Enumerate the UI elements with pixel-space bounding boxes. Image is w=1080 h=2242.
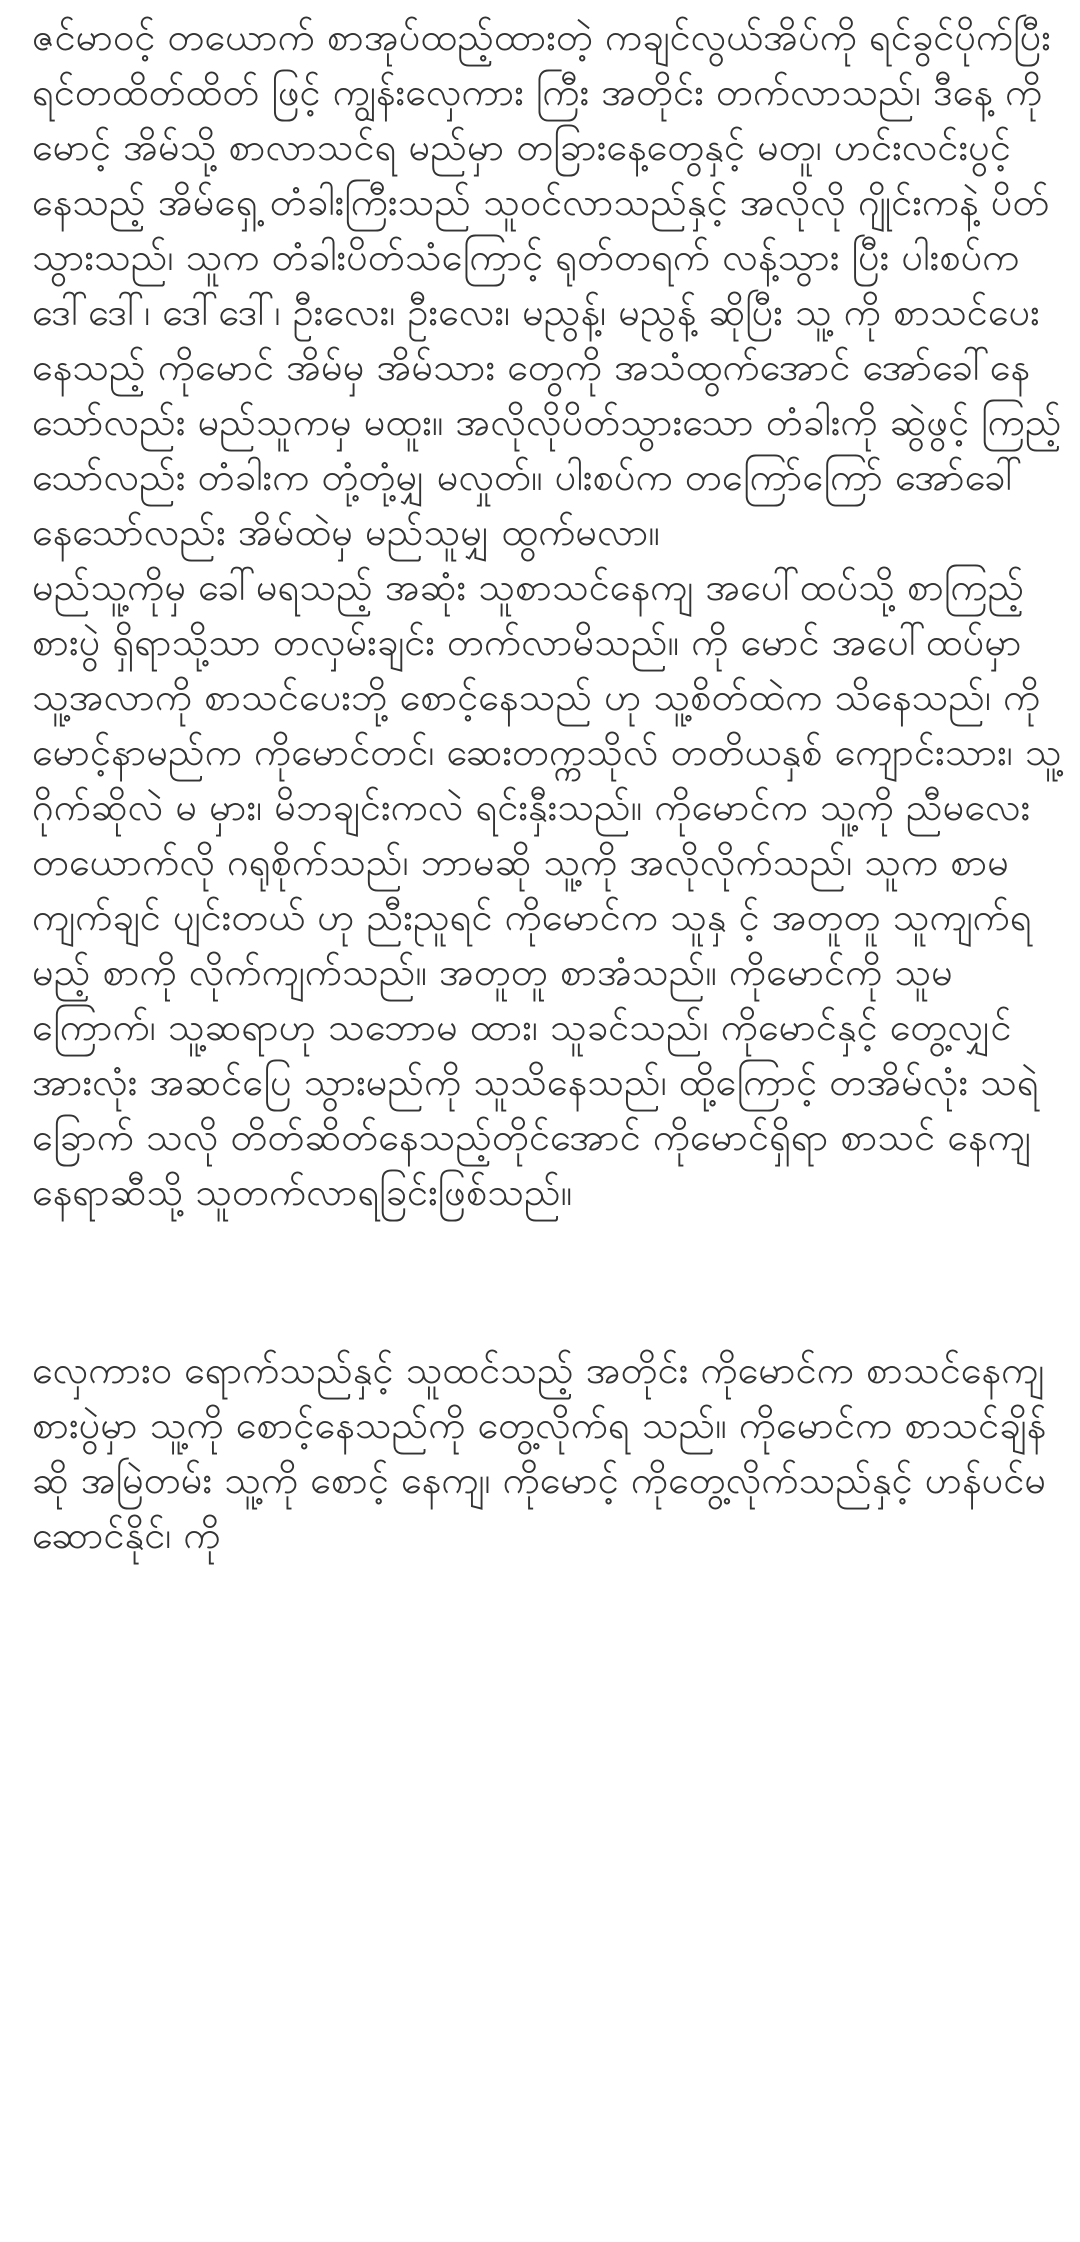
- article-body: [32, 10, 1062, 1563]
- article-paragraph-3: လှေကား၀ ရောက်သည်နှင့် သူထင်သည့် အတိုင်း ကိုမောင်က စာသင်နေကျ စားပွဲမှာ သူ့ကို စောင့်နေသည်ကို တွေ့လိုက်ရ သည်။ ကိုမောင်က စာသင်ချိန်ဆို အမြဲတမ်း သူ့ကို စောင့် နေကျ၊ ကိုမောင့် ကိုတွေ့လိုက်သည်နှင့် ဟန်ပင်မဆောင်နိုင်၊ ကို: [32, 1348, 1047, 1557]
- paragraph-spacer: [32, 1220, 1062, 1343]
- article-paragraph-1: ဇင်မာဝင့် တယောက် စာအုပ်ထည့်ထားတဲ့ ကချင်လွယ်အိပ်ကို ရင်ခွင်ပိုက်ပြီး ရင်တထိတ်ထိတ် ဖြင့် ကျွန်းလှေကား ကြီး အတိုင်း တက်လာသည်၊ ဒီနေ့ ကိုမောင့် အိမ်သို့ စာလာသင်ရ မည်မှာ တခြားနေ့တွေနှင့် မတူ၊ ဟင်းလင်းပွင့် နေသည့် အိမ်ရှေ့ တံခါးကြီးသည် သူဝင်လာသည်နှင့် အလိုလို ဂျိုင်းကနဲ့ ပိတ် သွားသည်၊ သူက တံခါးပိတ်သံကြောင့် ရုတ်တရက် လန့်သွား ပြီး ပါးစပ်က ဒေါ်ဒေါ်၊ ဒေါ်ဒေါ်၊ ဦးလေး၊ ဦးလေး၊ မညွန့်၊ မညွန့် ဆိုပြီး သူ့ ကို စာသင်ပေးနေသည့် ကိုမောင် အိမ်မှ အိမ်သား တွေကို အသံထွက်အောင် အော်ခေါ်နေသော်လည်း မည်သူကမှ မထူး။ အလိုလိုပိတ်သွားသော တံခါးကို ဆွဲဖွင့် ကြည့် သော်လည်း တံခါးက တုံ့တုံ့မျှ မလှုတ်။ ပါးစပ်က တကြော်ကြော် အော်ခေါ်နေသော်လည်း အိမ်ထဲမှ မည်သူမျှ ထွက်မလာ။: [32, 15, 1062, 554]
- article-paragraph-2: မည်သူ့ကိုမှ ခေါ်မရသည့် အဆုံး သူစာသင်နေကျ အပေါ်ထပ်သို့ စာကြည့်စားပွဲ ရှိရာသို့သာ တလှမ်းချင်း တက်လာမိသည်။ ကို မောင် အပေါ်ထပ်မှာ သူ့အလာကို စာသင်ပေးဘို့ စောင့်နေသည် ဟု သူ့စိတ်ထဲက သိနေသည်၊ ကိုမောင့်နာမည်က ကိုမောင်တင်၊ ဆေးတက္ကသိုလ် တတိယနှစ် ကျောင်းသား၊ သူ့ ဂိုက်ဆိုလဲ မ မှား၊ မိဘချင်းကလဲ ရင်းနှီးသည်။ ကိုမောင်က သူ့ကို ညီမလေး တယောက်လို ဂရုစိုက်သည်၊ ဘာမဆို သူ့ကို အလိုလိုက်သည်၊ သူက စာမကျက်ချင် ပျင်းတယ် ဟု ညီးညူရင် ကိုမောင်က သူနှ င့် အတူတူ သူကျက်ရမည့် စာကို လိုက်ကျက်သည်။ အတူတူ စာအံသည်။ ကိုမောင်ကို သူမကြောက်၊ သူ့ဆရာဟု သဘောမ ထား၊ သူခင်သည်၊ ကိုမောင်နှင့် တွေ့လျှင် အားလုံး အဆင်ပြေ သွားမည်ကို သူသိနေသည်၊ ထို့ကြောင့် တအိမ်လုံး သရဲခြောက် သလို တိတ်ဆိတ်နေသည့်တိုင်အောင် ကိုမောင်ရှိရာ စာသင် နေကျ နေရာဆီသို့ သူတက်လာရခြင်းဖြစ်သည်။: [32, 565, 1062, 1214]
